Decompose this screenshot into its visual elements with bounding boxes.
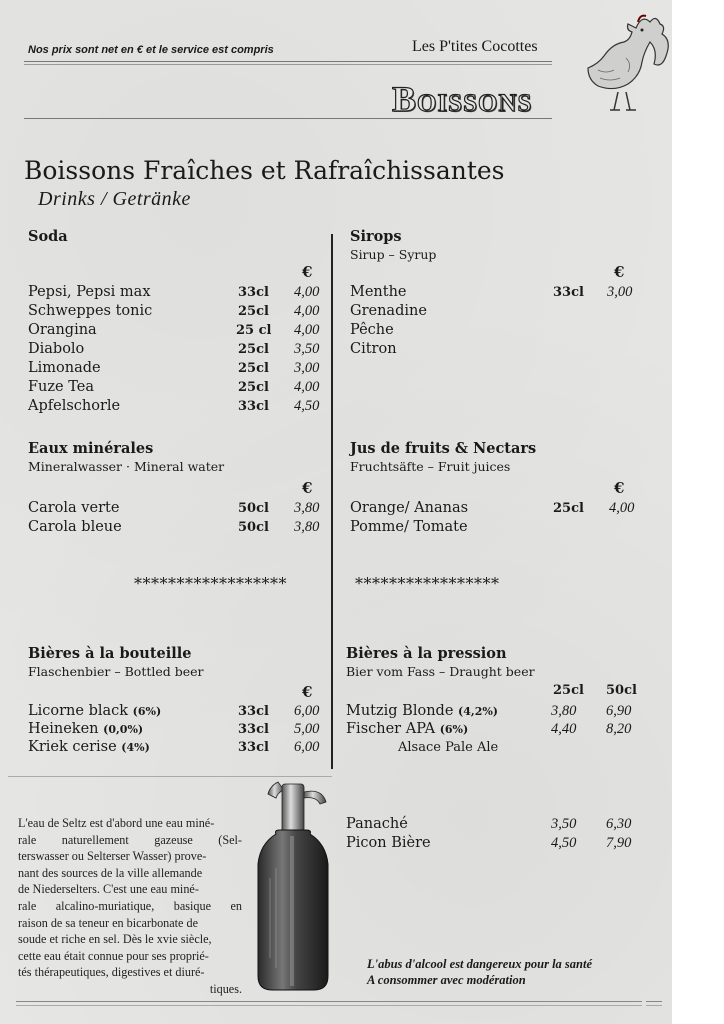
list-item: Carola bleue	[28, 519, 122, 535]
jus-heading: Jus de fruits & Nectars	[350, 440, 537, 457]
footer-rule-end	[646, 1001, 662, 1002]
item-abv: (6%)	[132, 705, 162, 718]
eaux-subtitle: Mineralwasser · Mineral water	[28, 459, 225, 474]
section-title: Boissons Fraîches et Rafraîchissantes	[24, 156, 505, 185]
item-abv: (4%)	[121, 741, 150, 754]
list-item: Pomme/ Tomate	[350, 519, 468, 535]
item-name: Mutzig Blonde	[346, 703, 454, 719]
list-item: Schweppes tonic	[28, 303, 153, 319]
list-item	[346, 703, 498, 719]
list-item	[28, 739, 150, 755]
list-item: Orange/ Ananas	[350, 500, 469, 516]
apa-note: Alsace Pale Ale	[398, 740, 499, 755]
item-price: 4,50	[294, 398, 320, 414]
footer-rule	[16, 1001, 642, 1002]
item-name: Fischer APA	[346, 721, 436, 737]
list-item: Panaché	[346, 816, 408, 832]
seltz-description	[18, 815, 242, 998]
list-item: Apfelschorle	[28, 398, 121, 414]
item-abv: (6%)	[439, 723, 469, 736]
item-volume: 25cl	[238, 342, 269, 357]
item-volume: 33cl	[238, 285, 269, 300]
soda-currency: €	[302, 263, 313, 281]
item-price: 3,80	[294, 500, 320, 516]
item-price-25: 4,40	[551, 721, 577, 737]
pression-col-50: 50cl	[606, 683, 637, 698]
sirops-price: 3,00	[607, 284, 633, 300]
bouteille-subtitle: Flaschenbier – Bottled beer	[28, 664, 204, 679]
item-price: 3,50	[294, 341, 320, 357]
item-price: 5,00	[294, 721, 320, 737]
jus-subtitle: Fruchtsäfte – Fruit juices	[350, 459, 511, 474]
text-line: rale naturellement gazeuse (Sel-	[18, 832, 242, 847]
list-item: Pepsi, Pepsi max	[28, 284, 151, 300]
item-volume: 50cl	[238, 520, 269, 535]
list-item	[28, 721, 143, 737]
list-item	[28, 703, 161, 719]
stars-separator-right: *****************	[355, 574, 500, 593]
item-price: 4,00	[294, 322, 320, 338]
bouteille-currency: €	[302, 683, 313, 701]
item-price: 4,00	[294, 303, 320, 319]
item-price: 3,80	[294, 519, 320, 535]
column-divider	[331, 234, 333, 769]
list-item: Menthe	[350, 284, 407, 300]
list-item: Orangina	[28, 322, 97, 338]
list-item: Picon Bière	[346, 835, 431, 851]
item-price-50: 7,90	[606, 835, 632, 851]
pression-col-25: 25cl	[553, 683, 584, 698]
item-price-25: 4,50	[551, 835, 577, 851]
text-line: raison de sa teneur en bicarbonate de	[18, 915, 199, 930]
item-price: 6,00	[294, 739, 320, 755]
eaux-heading: Eaux minérales	[28, 440, 154, 457]
item-volume: 33cl	[238, 399, 269, 414]
header-rule	[24, 61, 552, 62]
item-abv: (0,0%)	[103, 723, 144, 736]
item-name: Heineken	[28, 721, 99, 737]
jus-volume: 25cl	[553, 501, 584, 516]
item-price: 4,00	[294, 284, 320, 300]
soda-heading: Soda	[28, 228, 68, 245]
restaurant-name: Les P'tites Cocottes	[412, 38, 538, 55]
item-price: 3,00	[294, 360, 320, 376]
section-subtitle: Drinks / Getränke	[38, 188, 191, 210]
header-rule-2	[24, 64, 552, 65]
item-volume: 33cl	[238, 722, 269, 737]
eaux-currency: €	[302, 479, 313, 497]
list-item: Limonade	[28, 360, 101, 376]
list-item: Carola verte	[28, 500, 120, 516]
sirops-volume: 33cl	[553, 285, 584, 300]
text-line: de Niederselters. C'est une eau miné-	[18, 882, 199, 897]
list-item: Grenadine	[350, 303, 427, 319]
pression-heading: Bières à la pression	[346, 645, 507, 662]
text-line: tiques.	[209, 981, 242, 996]
title-rule	[24, 118, 552, 119]
footer-rule-end-2	[646, 1005, 662, 1006]
item-abv: (4,2%)	[458, 705, 499, 718]
stars-separator-left: ******************	[134, 574, 287, 593]
text-line: L'eau de Seltz est d'abord une eau miné-	[18, 816, 215, 830]
jus-currency: €	[614, 479, 625, 497]
item-volume: 50cl	[238, 501, 269, 516]
item-volume: 25 cl	[236, 323, 272, 338]
list-item	[346, 721, 468, 737]
rooster-illustration	[578, 8, 670, 120]
alcohol-warning: L'abus d'alcool est dangereux pour la santé	[367, 957, 593, 971]
item-price-50: 8,20	[606, 721, 632, 737]
seltzer-bottle-illustration	[256, 778, 338, 996]
bouteille-heading: Bières à la bouteille	[28, 645, 192, 662]
item-price-25: 3,50	[551, 816, 577, 832]
item-price-25: 3,80	[551, 703, 577, 719]
text-line: cette eau était connue pour ses proprié-	[18, 948, 209, 963]
sirops-heading: Sirops	[350, 228, 402, 245]
jus-price: 4,00	[609, 500, 635, 516]
text-line: tés thérapeutiques, digestives et diuré-	[18, 965, 205, 980]
text-line: soude et riche en sel. Dès le xvie siècle,	[18, 932, 212, 947]
item-price-50: 6,30	[606, 816, 632, 832]
item-volume: 25cl	[238, 304, 269, 319]
item-price: 4,00	[294, 379, 320, 395]
text-line: terswasser ou Selterser Wasser) prove-	[18, 849, 207, 864]
sirops-subtitle: Sirup – Syrup	[350, 247, 437, 262]
item-volume: 25cl	[238, 380, 269, 395]
sirops-currency: €	[614, 263, 625, 281]
list-item: Citron	[350, 341, 397, 357]
footer-rule-2	[16, 1005, 642, 1006]
item-price: 6,00	[294, 703, 320, 719]
price-notice: Nos prix sont net en € et le service est compris	[28, 44, 274, 56]
item-volume: 25cl	[238, 361, 269, 376]
item-name: Licorne black	[28, 703, 129, 719]
list-item: Diabolo	[28, 341, 85, 357]
item-volume: 33cl	[238, 740, 269, 755]
item-volume: 33cl	[238, 704, 269, 719]
moderation-notice: A consommer avec modération	[367, 973, 526, 987]
list-item: Pêche	[350, 322, 394, 338]
text-line: rale alcalino-muriatique, basique en	[18, 898, 242, 913]
list-item: Fuze Tea	[28, 379, 95, 395]
item-price-50: 6,90	[606, 703, 632, 719]
text-line: nant des sources de la ville allemande	[18, 865, 203, 880]
item-name: Kriek cerise	[28, 739, 117, 755]
seltz-top-rule	[8, 776, 332, 777]
pression-subtitle: Bier vom Fass – Draught beer	[346, 664, 535, 679]
page-title: Boissons	[392, 79, 533, 119]
